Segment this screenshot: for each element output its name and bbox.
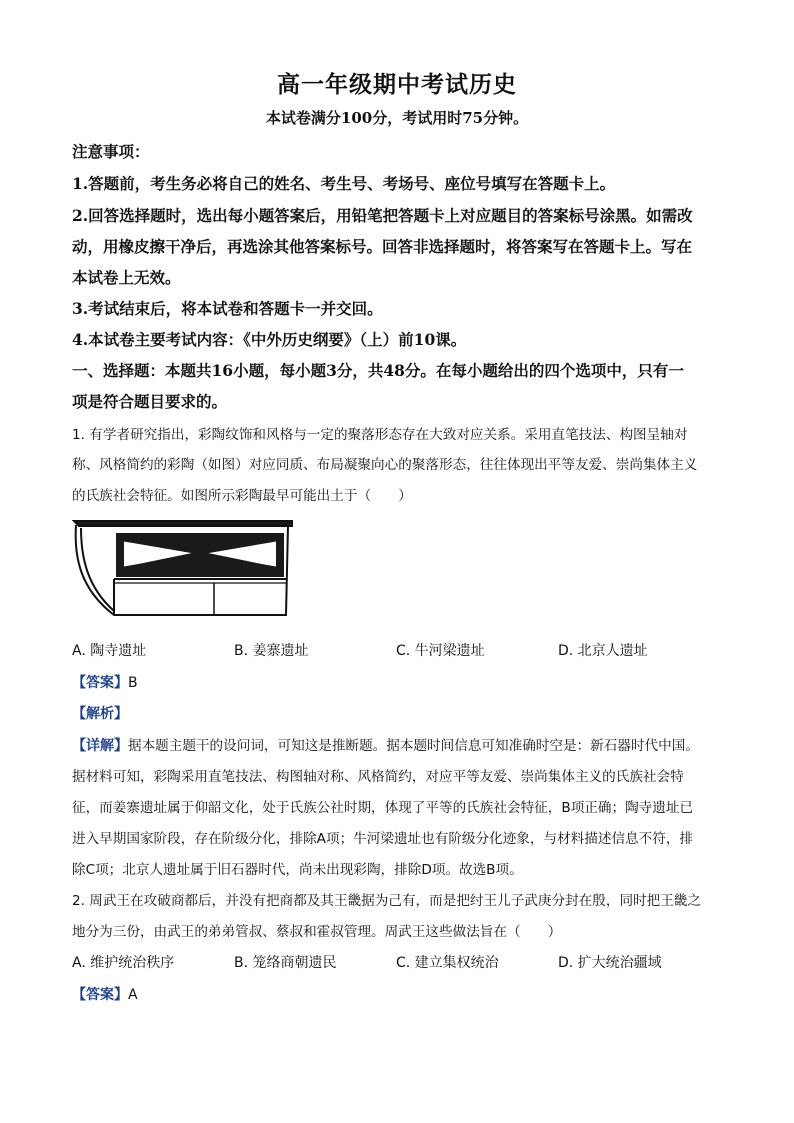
notice-line: 3.考试结束后，将本试卷和答题卡一并交回。 (72, 299, 383, 318)
q2-option-c: C. 建立集权统治 (396, 955, 499, 971)
q2-option-b: B. 笼络商朝遗民 (234, 955, 337, 971)
q1-detail-line: 据材料可知，彩陶采用直笔技法、构图轴对称、风格简约，对应平等友爱、崇尚集体主义的氏族社会特 (72, 769, 684, 785)
q1-detail-line: 进入早期国家阶段，存在阶级分化，排除A项；牛河梁遗址也有阶级分化迹象，与材料描述信息不符，排 (72, 831, 694, 847)
q1-option-a: A. 陶寺遗址 (72, 643, 147, 659)
page-title: 高一年级期中考试历史 (277, 71, 517, 98)
analysis-tag: 【解析】 (72, 706, 128, 722)
notice-heading: 注意事项： (72, 142, 150, 161)
q1-analysis (72, 703, 732, 723)
q2-stem-line: 2. 周武王在攻破商都后，并没有把商都及其王畿据为己有，而是把纣王儿子武庚分封在殷，同时把王畿之 (72, 893, 702, 909)
section-heading-line: 项是符合题目要求的。 (72, 392, 228, 411)
q2-option-d: D. 扩大统治疆域 (558, 955, 662, 971)
answer-value: B (128, 675, 138, 691)
answer-value: A (128, 987, 138, 1003)
q1-detail-line: 除C项；北京人遗址属于旧石器时代，尚未出现彩陶，排除D项。故选B项。 (72, 862, 523, 878)
q1-detail-line (72, 734, 732, 755)
q1-detail-line: 征，而姜寨遗址属于仰韶文化，处于氏族公社时期，体现了平等的氏族社会特征，B项正确；陶寺遗址已 (72, 800, 694, 816)
q2-stem-line: 地分为三份，由武王的弟弟管叔、蔡叔和霍叔管理。周武王这些做法旨在（ ） (72, 924, 562, 940)
notice-line: 动，用橡皮擦干净后，再选涂其他答案标号。回答非选择题时，将答案写在答题卡上。写在 (72, 237, 693, 256)
q1-stem-line: 的氏族社会特征。如图所示彩陶最早可能出土于（ ） (72, 488, 412, 504)
q1-option-c: C. 牛河梁遗址 (396, 643, 485, 659)
detail-text: 据本题主题干的设问词，可知这是推断题。据本题时间信息可知准确时空是：新石器时代中国。 (128, 738, 699, 754)
q1-answer (72, 672, 732, 692)
page-subtitle: 本试卷满分100分，考试用时75分钟。 (265, 109, 529, 127)
q2-option-a: A. 维护统治秩序 (72, 955, 175, 971)
q2-answer (72, 984, 732, 1004)
q1-stem-line: 称、风格简约的彩陶（如图）对应同质、布局凝聚向心的聚落形态，往往体现出平等友爱、崇尚集体主义 (72, 457, 698, 473)
answer-tag: 【答案】 (72, 987, 128, 1003)
notice-line: 2.回答选择题时，选出每小题答案后，用铅笔把答题卡上对应题目的答案标号涂黑。如需改 (72, 206, 693, 225)
detail-tag: 【详解】 (72, 738, 128, 754)
q1-stem-line: 1. 有学者研究指出，彩陶纹饰和风格与一定的聚落形态存在大致对应关系。采用直笔技法、构图呈轴对 (72, 427, 688, 443)
notice-line: 1.答题前，考生务必将自己的姓名、考生号、考场号、座位号填写在答题卡上。 (72, 174, 616, 193)
answer-tag: 【答案】 (72, 675, 128, 691)
notice-line: 本试卷上无效。 (72, 268, 181, 287)
notice-line: 4.本试卷主要考试内容：《中外历史纲要》（上）前10课。 (72, 330, 467, 349)
q1-option-b: B. 姜寨遗址 (234, 643, 309, 659)
painted-pottery-figure (72, 517, 294, 619)
q1-option-d: D. 北京人遗址 (558, 643, 648, 659)
section-heading-line: 一、选择题：本题共16小题，每小题3分，共48分。在每小题给出的四个选项中，只有一 (72, 361, 684, 380)
